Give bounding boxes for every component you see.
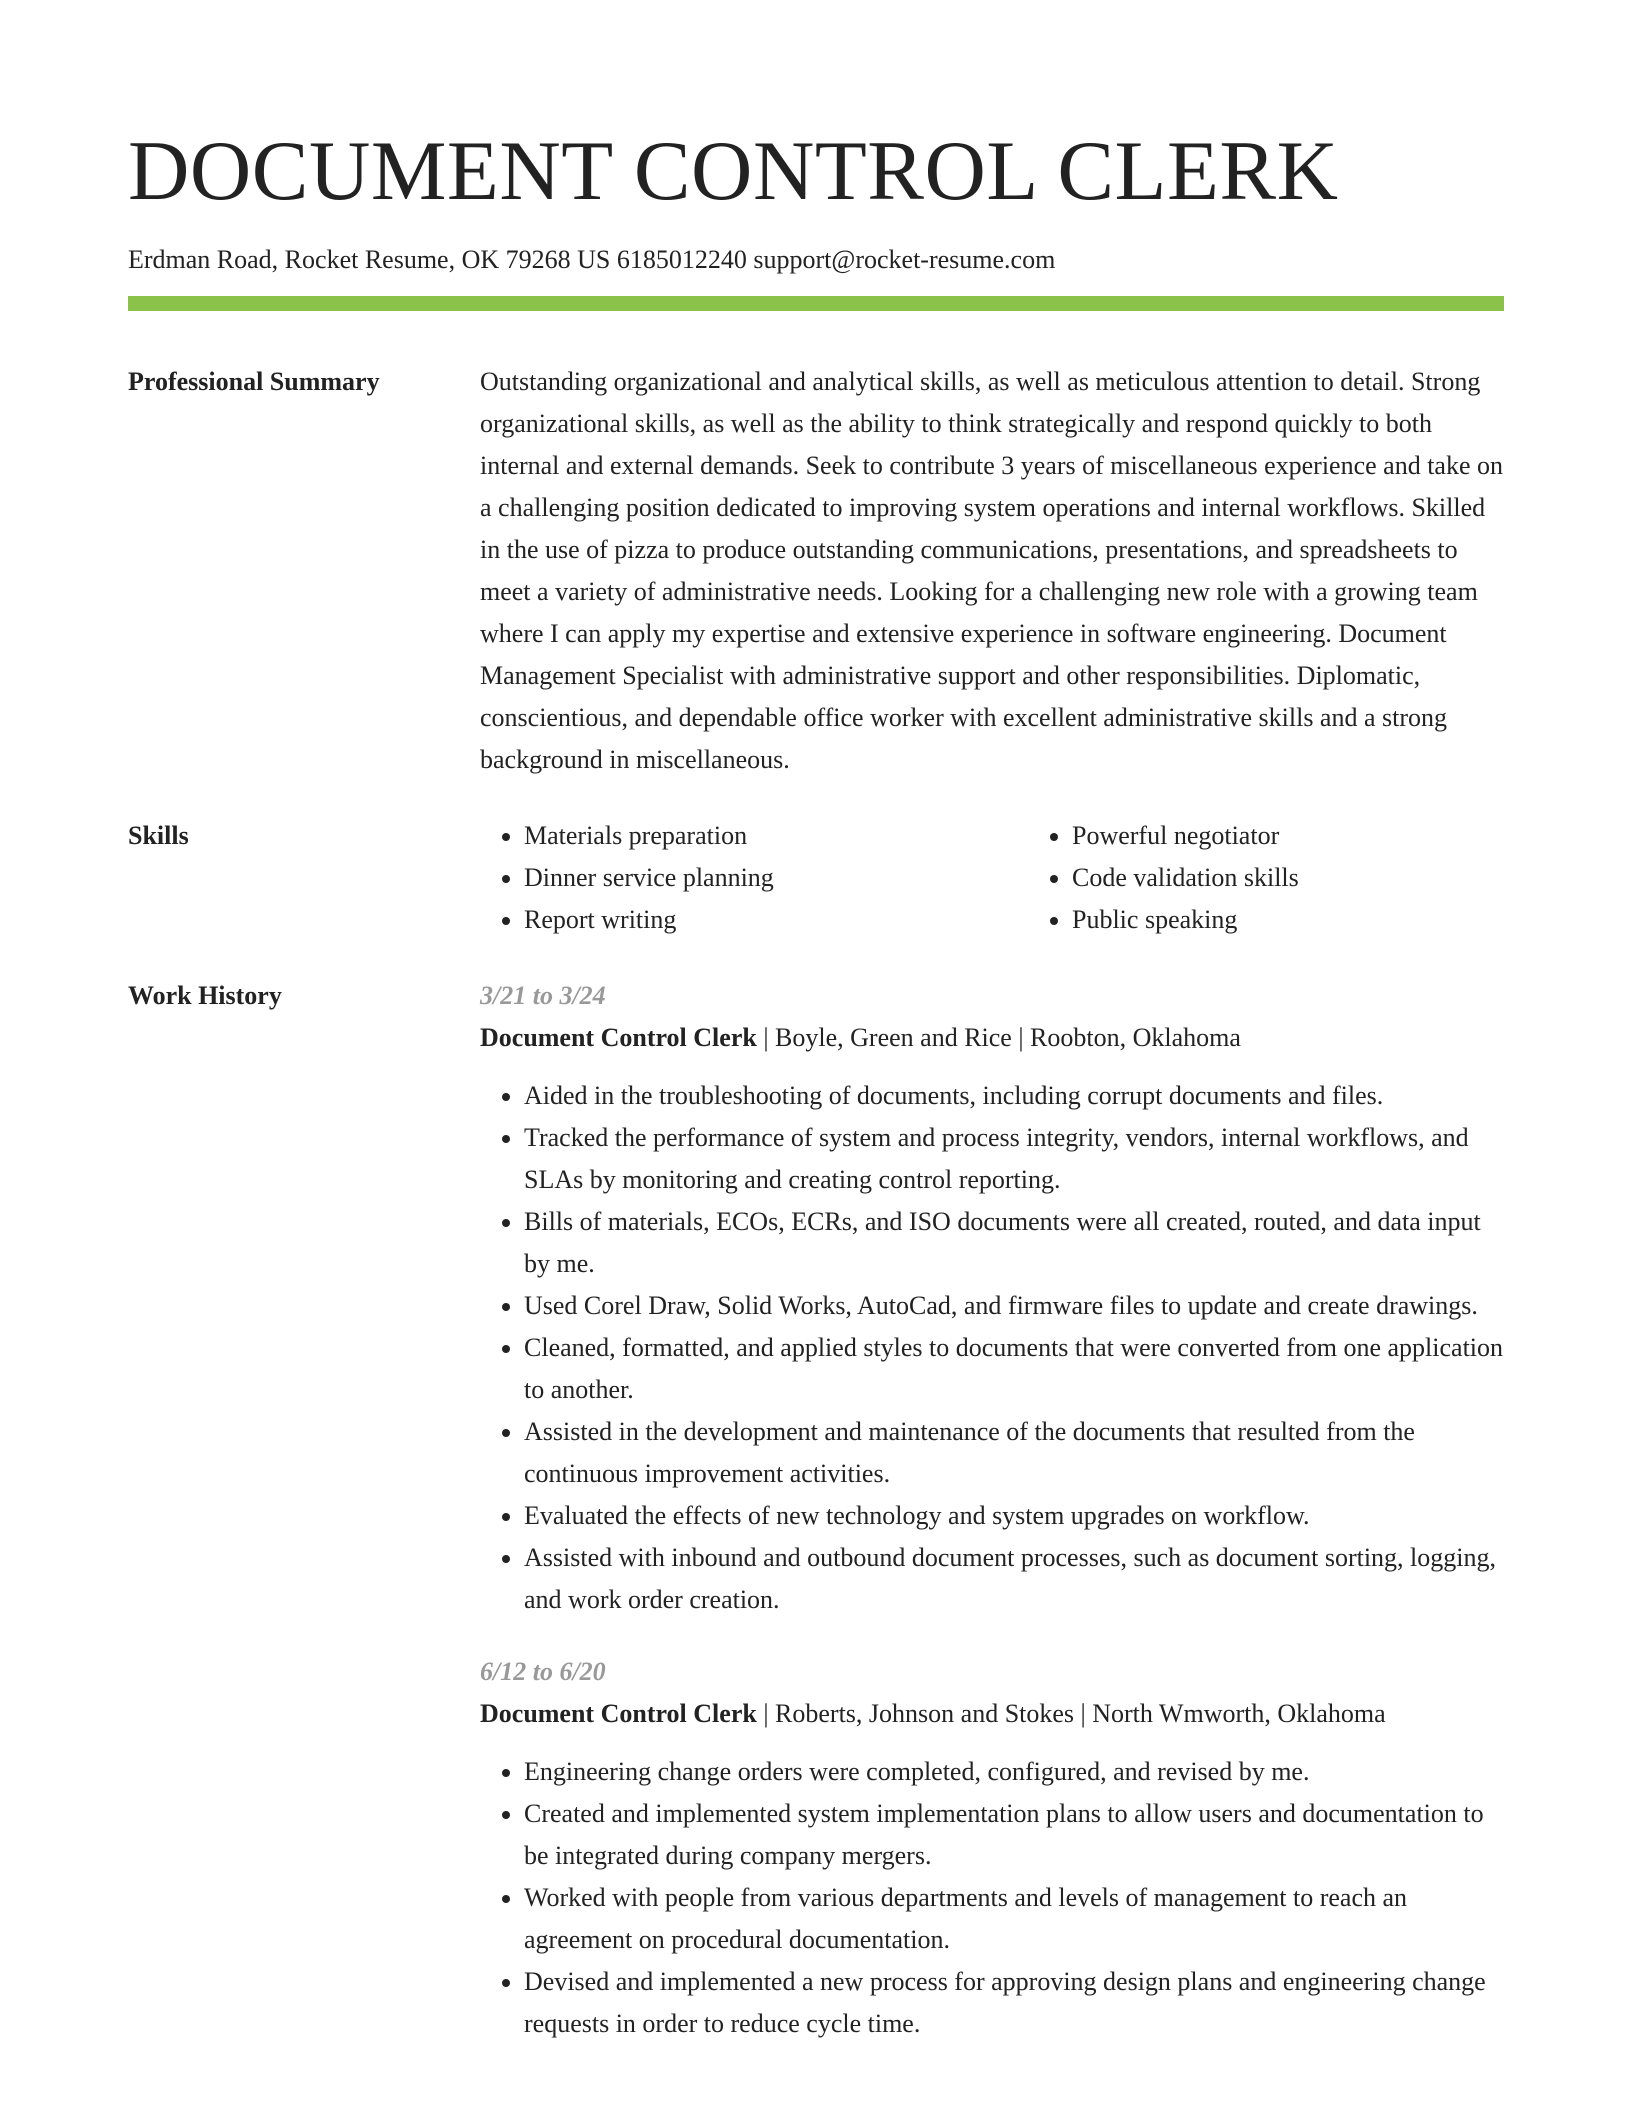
job-bullet: • Created and implemented system implementation plans to allow users and documentation to be integrated during company mergers. [524,1793,1504,1877]
job-bullet: • Tracked the performance of system and process integrity, vendors, internal workflows, and SLAs by monitoring and creating control reporting. [524,1117,1504,1201]
job-bullet: • Engineering change orders were completed, configured, and revised by me. [524,1751,1504,1793]
summary-body [480,361,1504,781]
job-bullet: • Evaluated the effects of new technology and system upgrades on workflow. [524,1495,1504,1537]
job-bullet: • Assisted in the development and maintenance of the documents that resulted from the continuous improvement activities. [524,1411,1504,1495]
job-header [480,1017,1504,1059]
job-bullet: • Assisted with inbound and outbound document processes, such as document sorting, logging, and work order creation. [524,1537,1504,1621]
skills-body [480,815,1576,941]
skill-item: • Public speaking [1072,899,1576,941]
section-title-skills: Skills [128,821,189,850]
job-bullet: • Devised and implemented a new process for approving design plans and engineering change requests in order to reduce cycle time. [524,1961,1504,2045]
job-bullet: • Cleaned, formatted, and applied styles to documents that were converted from one application to another. [524,1327,1504,1411]
job-employer-location: | Boyle, Green and Rice | Roobton, Oklahoma [756,1023,1241,1052]
job-entry [480,975,1504,1621]
section-title-work-history: Work History [128,981,282,1010]
job-bullet: • Used Corel Draw, Solid Works, AutoCad, and firmware files to update and create drawings. [524,1285,1504,1327]
resume-page [128,0,1504,2045]
job-employer-location: | Roberts, Johnson and Stokes | North Wmworth, Oklahoma [756,1699,1386,1728]
skills-column-left [480,815,1028,941]
job-title: Document Control Clerk [480,1699,757,1728]
job-bullet: • Aided in the troubleshooting of documents, including corrupt documents and files. [524,1075,1504,1117]
skill-item: • Powerful negotiator [1072,815,1576,857]
contact-line: Erdman Road, Rocket Resume, OK 79268 US 6185012240 support@rocket-resume.com [128,245,1056,274]
job-bullets [480,1075,1504,1621]
job-bullets [480,1751,1504,2045]
skill-item: • Materials preparation [524,815,1028,857]
job-entry [480,1651,1504,2045]
summary-text: Outstanding organizational and analytical skills, as well as meticulous attention to detail. Strong organizational skills, as well as the ability to think strategically and respond quickly to both internal and external demands. Seek to contribute 3 years of miscellaneous experience and take on a challenging position dedicated to improving system operations and internal workflows. Skilled in the use of pizza to produce outstanding communications, presentations, and spreadsheets to meet a variety of administrative needs. Looking for a challenging new role with a growing team where I can apply my expertise and extensive experience in software engineering. Document Management Specialist with administrative support and other responsibilities. Diplomatic, conscientious, and dependable office worker with excellent administrative skills and a strong background in miscellaneous. [480,367,1504,774]
job-title: Document Control Clerk [480,1023,757,1052]
skill-item: • Code validation skills [1072,857,1576,899]
section-title-summary: Professional Summary [128,367,380,396]
job-header [480,1693,1504,1735]
work-history-body [480,975,1504,2045]
resume-name: DOCUMENT CONTROL CLERK [128,124,1339,218]
job-dates: 3/21 to 3/24 [480,981,606,1010]
professional-summary-section [128,361,1504,781]
skills-grid [480,815,1576,941]
header-divider [128,296,1504,311]
skills-section [128,815,1504,941]
job-bullet: • Bills of materials, ECOs, ECRs, and ISO documents were all created, routed, and data input by me. [524,1201,1504,1285]
skill-item: • Dinner service planning [524,857,1028,899]
work-history-section [128,975,1504,2045]
skill-item: • Report writing [524,899,1028,941]
skills-column-right [1028,815,1576,941]
job-dates: 6/12 to 6/20 [480,1657,606,1686]
job-bullet: • Worked with people from various departments and levels of management to reach an agreement on procedural documentation. [524,1877,1504,1961]
